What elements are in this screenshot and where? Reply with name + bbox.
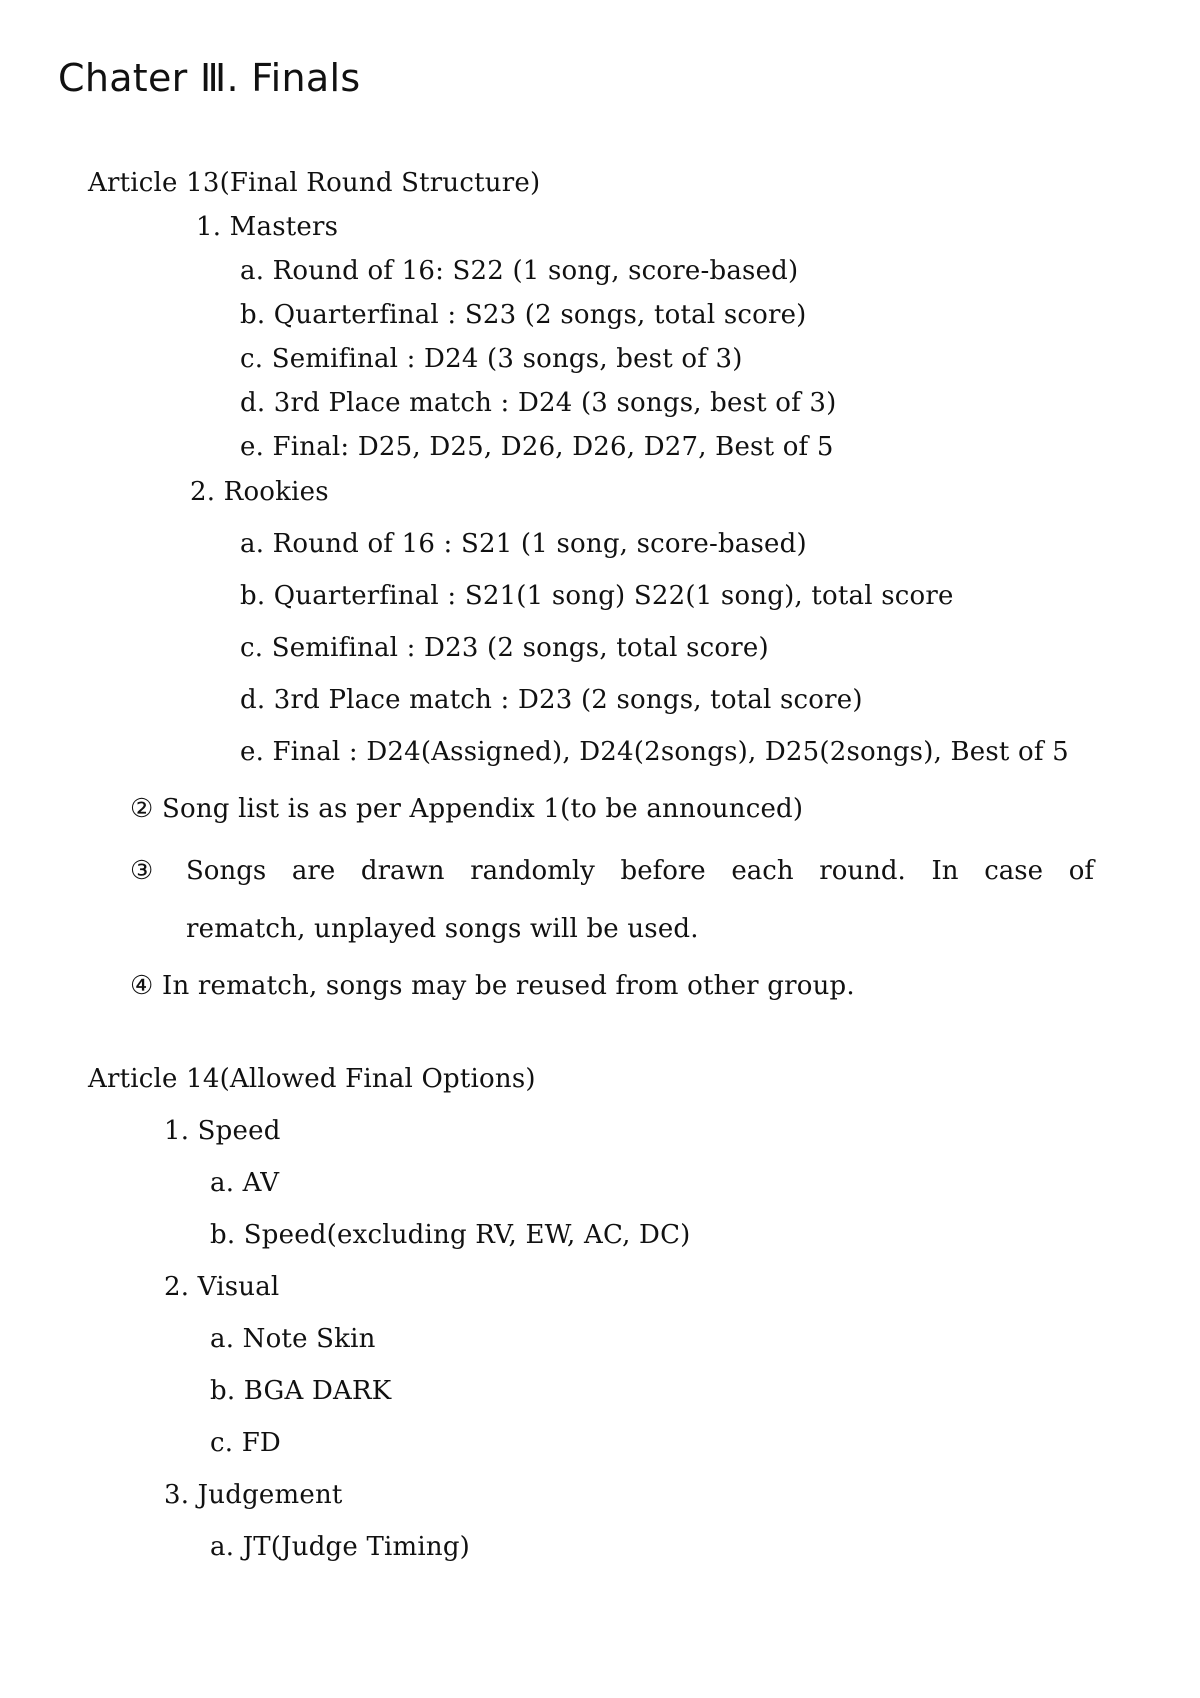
clause-3-line-1: Songs are drawn randomly before each round. In case of: [186, 856, 1094, 886]
speed-item: a. AV: [210, 1168, 280, 1198]
judgement-item: a. JT(Judge Timing): [210, 1532, 471, 1562]
masters-item: b. Quarterfinal : S23 (2 songs, total score): [240, 300, 807, 330]
rookies-item: e. Final : D24(Assigned), D24(2songs), D25(2songs), Best of 5: [240, 737, 1069, 767]
rookies-item: b. Quarterfinal : S21(1 song) S22(1 song), total score: [240, 581, 954, 611]
clause-3-marker: ③: [130, 856, 154, 886]
masters-item: a. Round of 16: S22 (1 song, score-based): [240, 256, 799, 286]
clause-2: ② Song list is as per Appendix 1(to be announced): [130, 794, 804, 824]
rookies-item: c. Semifinal : D23 (2 songs, total score): [240, 633, 769, 663]
article-14-heading: Article 14(Allowed Final Options): [88, 1064, 536, 1094]
clause-3-line-2: rematch, unplayed songs will be used.: [186, 914, 699, 944]
masters-item: e. Final: D25, D25, D26, D26, D27, Best of 5: [240, 432, 834, 462]
masters-label: 1. Masters: [196, 212, 339, 242]
visual-item: c. FD: [210, 1428, 281, 1458]
masters-item: d. 3rd Place match : D24 (3 songs, best of 3): [240, 388, 837, 418]
visual-label: 2. Visual: [164, 1272, 280, 1302]
rookies-label: 2. Rookies: [190, 477, 329, 507]
visual-item: b. BGA DARK: [210, 1376, 392, 1406]
masters-item: c. Semifinal : D24 (3 songs, best of 3): [240, 344, 743, 374]
rookies-item: a. Round of 16 : S21 (1 song, score-based): [240, 529, 807, 559]
speed-item: b. Speed(excluding RV, EW, AC, DC): [210, 1220, 691, 1250]
clause-4: ④ In rematch, songs may be reused from other group.: [130, 971, 855, 1001]
speed-label: 1. Speed: [164, 1116, 281, 1146]
judgement-label: 3. Judgement: [164, 1480, 343, 1510]
chapter-title: Chater Ⅲ. Finals: [58, 56, 361, 100]
rookies-item: d. 3rd Place match : D23 (2 songs, total score): [240, 685, 863, 715]
visual-item: a. Note Skin: [210, 1324, 376, 1354]
article-13-heading: Article 13(Final Round Structure): [88, 168, 541, 198]
